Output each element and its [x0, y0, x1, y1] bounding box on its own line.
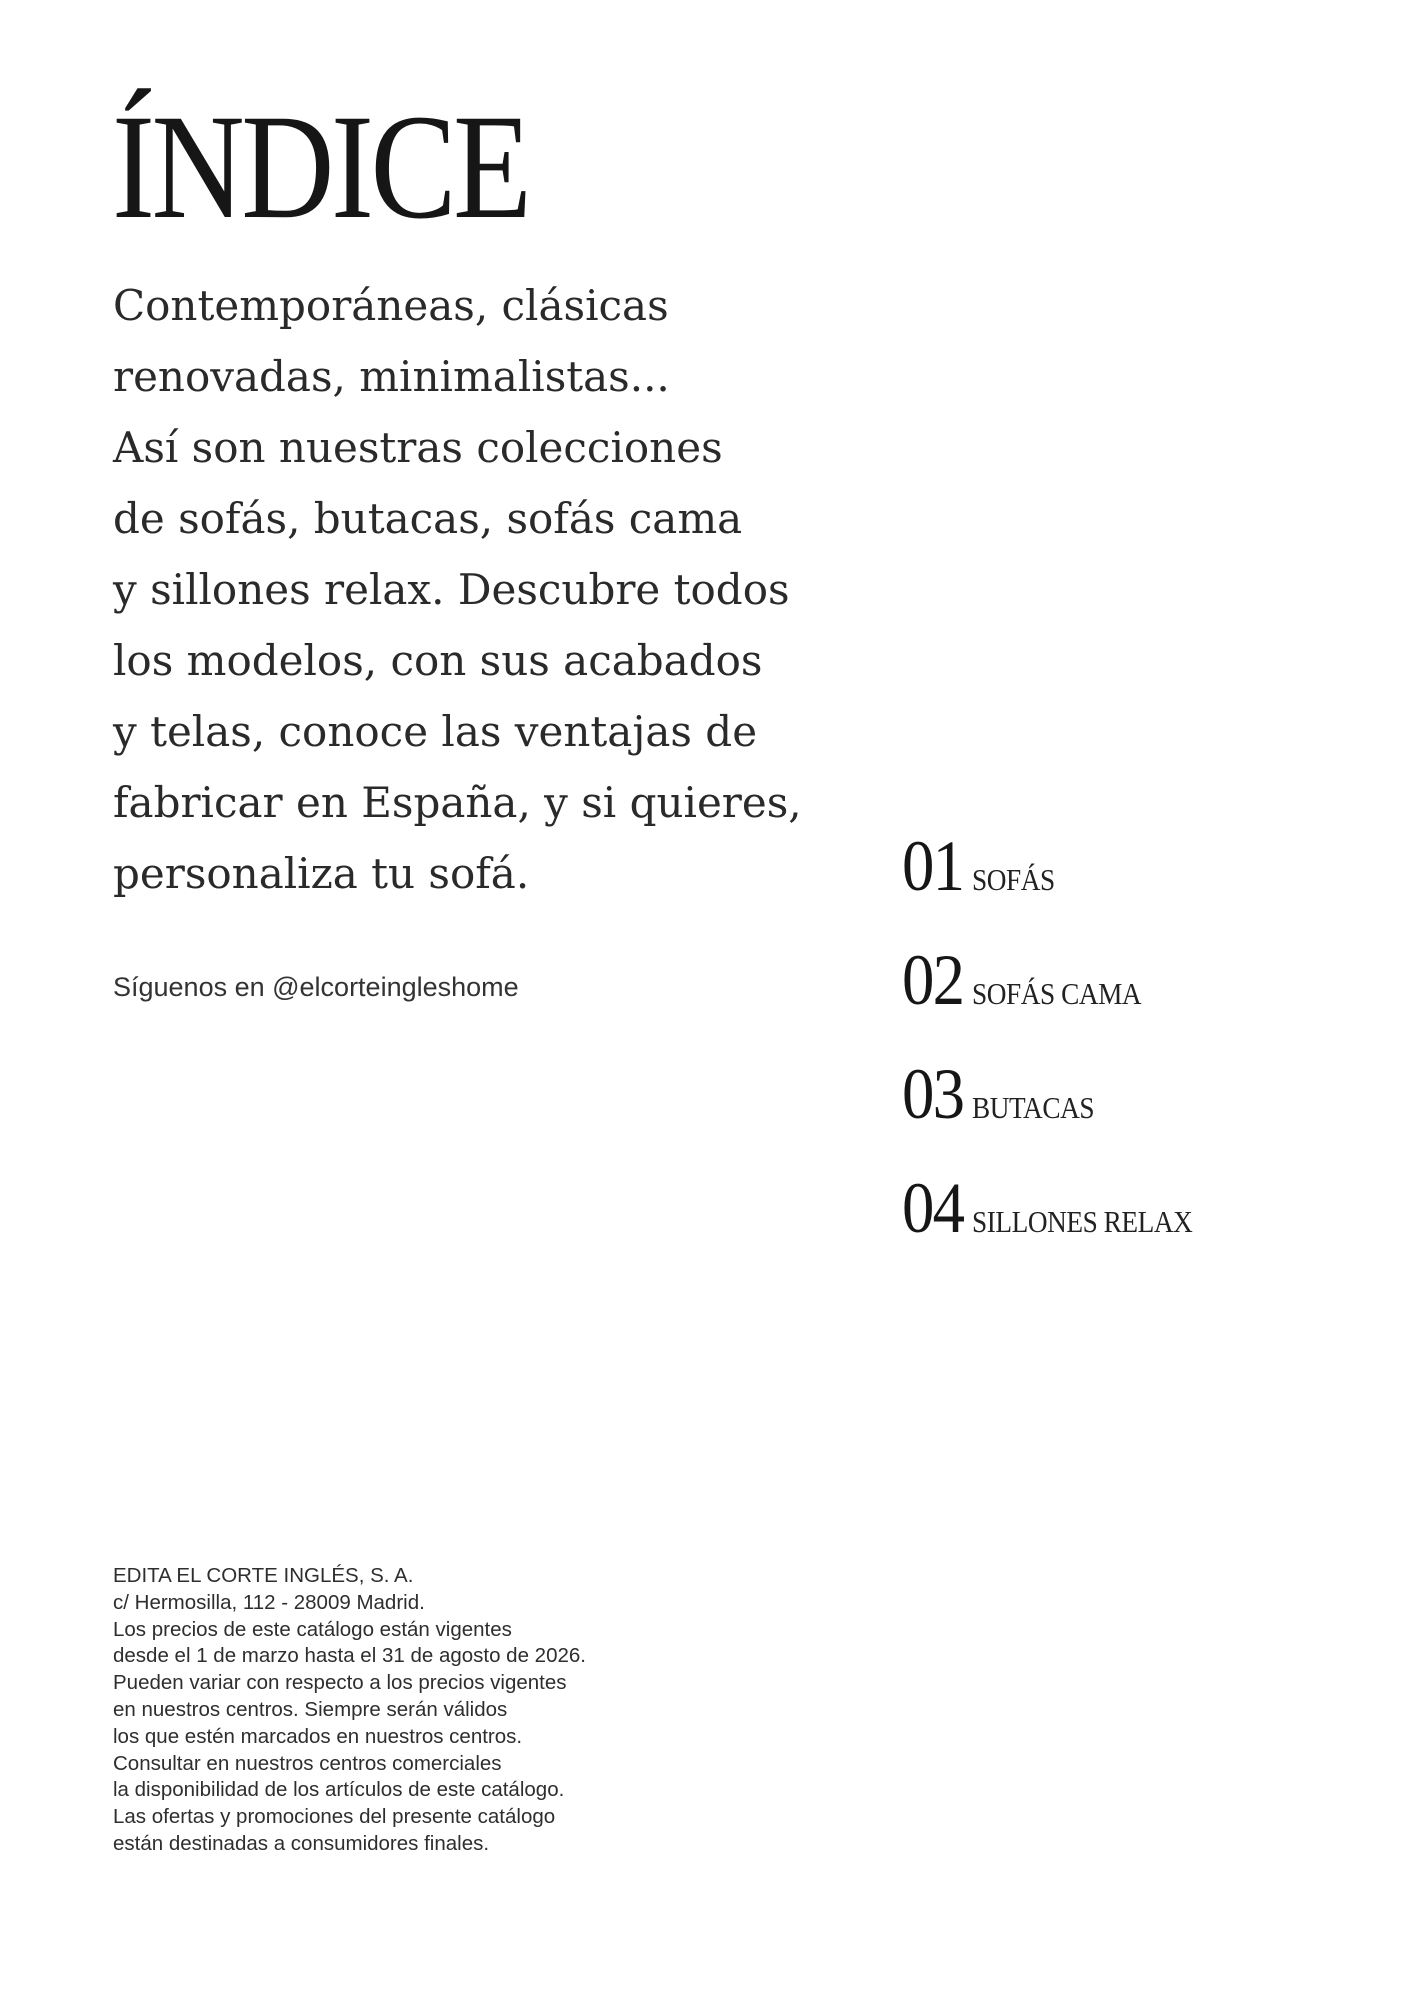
index-label: SOFÁS [972, 862, 1055, 897]
legal-line: en nuestros centros. Siempre serán válidos [113, 1697, 508, 1721]
intro-line: Así son nuestras colecciones [113, 423, 723, 472]
index-number: 02 [902, 940, 964, 1020]
legal-line: los que estén marcados en nuestros centros. [113, 1724, 523, 1748]
index-number: 04 [902, 1168, 964, 1248]
index-label: SILLONES RELAX [972, 1204, 1193, 1239]
intro-line: de sofás, butacas, sofás cama [113, 494, 743, 543]
legal-line: Las ofertas y promociones del presente catálogo [113, 1805, 556, 1829]
legal-line: Consultar en nuestros centros comerciales [113, 1751, 502, 1775]
legal-line: Los precios de este catálogo están vigentes [113, 1617, 512, 1641]
intro-line: personaliza tu sofá. [113, 849, 530, 898]
index-number: 01 [902, 826, 964, 906]
intro-line: los modelos, con sus acabados [113, 636, 763, 685]
legal-line: la disponibilidad de los artículos de este catálogo. [113, 1778, 565, 1802]
index-label: BUTACAS [972, 1090, 1095, 1125]
index-item-butacas[interactable] [902, 1054, 1222, 1172]
legal-line: Pueden variar con respecto a los precios vigentes [113, 1671, 567, 1695]
legal-line: están destinadas a consumidores finales. [113, 1831, 490, 1855]
legal-notice [113, 1563, 586, 1858]
index-label: SOFÁS CAMA [972, 976, 1142, 1011]
intro-line: y telas, conoce las ventajas de [113, 707, 758, 756]
legal-line: c/ Hermosilla, 112 - 28009 Madrid. [113, 1590, 425, 1614]
intro-text [113, 270, 802, 909]
legal-line: EDITA EL CORTE INGLÉS, S. A. [113, 1564, 414, 1587]
index-number: 03 [902, 1054, 964, 1134]
social-handle[interactable]: Síguenos en @elcorteingleshome [113, 972, 519, 1002]
index-list [902, 826, 1222, 1286]
intro-line: fabricar en España, y si quieres, [113, 778, 802, 827]
legal-line: desde el 1 de marzo hasta el 31 de agosto de 2026. [113, 1644, 586, 1668]
index-item-sofas[interactable] [902, 826, 1222, 944]
index-item-sillones-relax[interactable] [902, 1168, 1222, 1286]
intro-line: renovadas, minimalistas... [113, 352, 670, 401]
page-title: ÍNDICE [112, 84, 529, 250]
intro-line: y sillones relax. Descubre todos [113, 565, 790, 614]
intro-line: Contemporáneas, clásicas [113, 281, 669, 330]
index-item-sofas-cama[interactable] [902, 940, 1222, 1058]
